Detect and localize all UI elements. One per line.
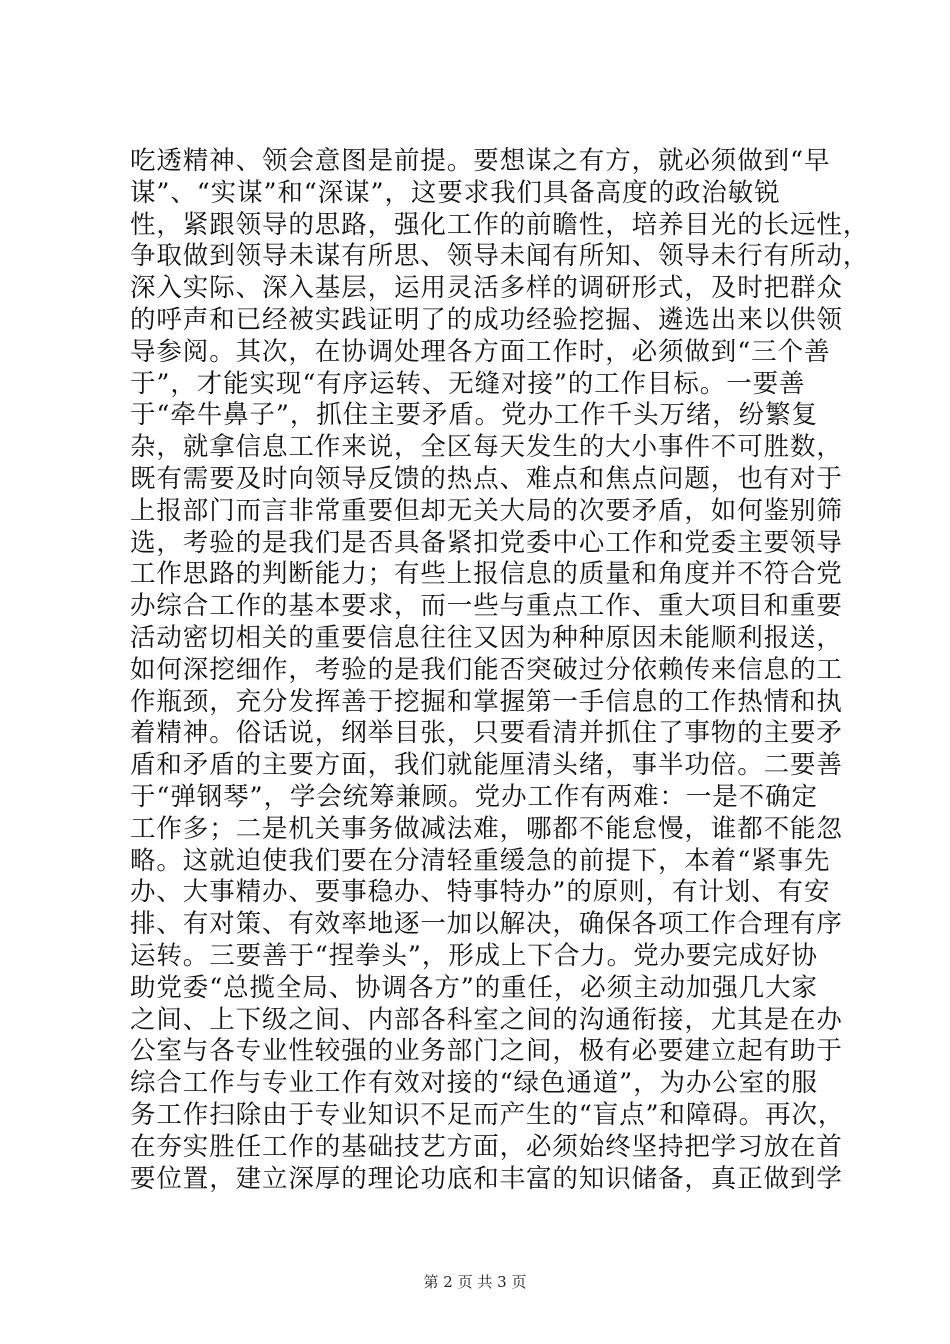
text-line: 如何深挖细作，考验的是我们能否突破过分依赖传来信息的工 xyxy=(130,654,843,685)
text-line: 争取做到领导未谋有所思、领导未闻有所知、领导未行有所动， xyxy=(130,241,870,272)
text-line: 公室与各专业性较强的业务部门之间，极有必要建立起有助于 xyxy=(130,1036,843,1067)
text-line: 排、有对策、有效率地逐一加以解决，确保各项工作合理有序 xyxy=(130,909,843,940)
text-line: 务工作扫除由于专业知识不足而产生的“盲点”和障碍。再次， xyxy=(130,1099,845,1130)
text-line: 作瓶颈，充分发挥善于挖掘和掌握第一手信息的工作热情和执 xyxy=(130,686,843,717)
text-line: 谋”、“实谋”和“深谋”，这要求我们具备高度的政治敏锐 xyxy=(130,177,781,208)
text-line: 盾和矛盾的主要方面，我们就能厘清头绪，事半功倍。二要善 xyxy=(130,750,843,781)
text-line: 于“弹钢琴”，学会统筹兼顾。党办工作有两难：一是不确定 xyxy=(130,781,818,812)
text-line: 性，紧跟领导的思路，强化工作的前瞻性，培养目光的长远性， xyxy=(130,209,870,240)
text-line: 于“牵牛鼻子”，抓住主要矛盾。党办工作千头万绪，纷繁复 xyxy=(130,400,818,431)
text-line: 助党委“总揽全局、协调各方”的重任，必须主动加强几大家 xyxy=(130,972,818,1003)
text-line: 运转。三要善于“捏拳头”，形成上下合力。党办要完成好协 xyxy=(130,940,818,971)
text-line: 着精神。俗话说，纲举目张，只要看清并抓住了事物的主要矛 xyxy=(130,718,843,749)
text-line: 在夯实胜任工作的基础技艺方面，必须始终坚持把学习放在首 xyxy=(130,1131,843,1162)
text-line: 要位置，建立深厚的理论功底和丰富的知识储备，真正做到学 xyxy=(130,1163,843,1194)
text-line: 略。这就迫使我们要在分清轻重缓急的前提下，本着“紧事先 xyxy=(130,845,831,876)
text-line: 上报部门而言非常重要但却无关大局的次要矛盾，如何鉴别筛 xyxy=(130,495,843,526)
text-line: 之间、上下级之间、内部各科室之间的沟通衔接，尤其是在办 xyxy=(130,1004,843,1035)
text-line: 选，考验的是我们是否具备紧扣党委中心工作和党委主要领导 xyxy=(130,527,843,558)
text-line: 综合工作与专业工作有效对接的“绿色通道”，为办公室的服 xyxy=(130,1068,818,1099)
text-line: 工作多；二是机关事务做减法难，哪都不能怠慢，谁都不能忽 xyxy=(130,813,843,844)
text-line: 工作思路的判断能力；有些上报信息的质量和角度并不符合党 xyxy=(130,559,843,590)
page-footer xyxy=(0,1272,950,1292)
text-line: 既有需要及时向领导反馈的热点、难点和焦点问题，也有对于 xyxy=(130,463,843,494)
text-line: 的呼声和已经被实践证明了的成功经验挖掘、遴选出来以供领 xyxy=(130,304,843,335)
text-line: 吃透精神、领会意图是前提。要想谋之有方，就必须做到“早 xyxy=(130,146,831,176)
text-line: 活动密切相关的重要信息往往又因为种种原因未能顺利报送， xyxy=(130,622,843,653)
text-line: 办、大事精办、要事稳办、特事特办”的原则，有计划、有安 xyxy=(130,877,831,908)
text-line: 办综合工作的基本要求，而一些与重点工作、重大项目和重要 xyxy=(130,591,843,622)
body-text xyxy=(130,146,870,1195)
text-line: 导参阅。其次，在协调处理各方面工作时，必须做到“三个善 xyxy=(130,336,831,367)
text-line: 杂，就拿信息工作来说，全区每天发生的大小事件不可胜数， xyxy=(130,432,843,463)
text-line: 于”，才能实现“有序运转、无缝对接”的工作目标。一要善 xyxy=(130,368,806,399)
page-number-label: 第 2 页 共 3 页 xyxy=(423,1273,527,1291)
text-line: 深入实际、深入基层，运用灵活多样的调研形式，及时把群众 xyxy=(130,273,843,304)
